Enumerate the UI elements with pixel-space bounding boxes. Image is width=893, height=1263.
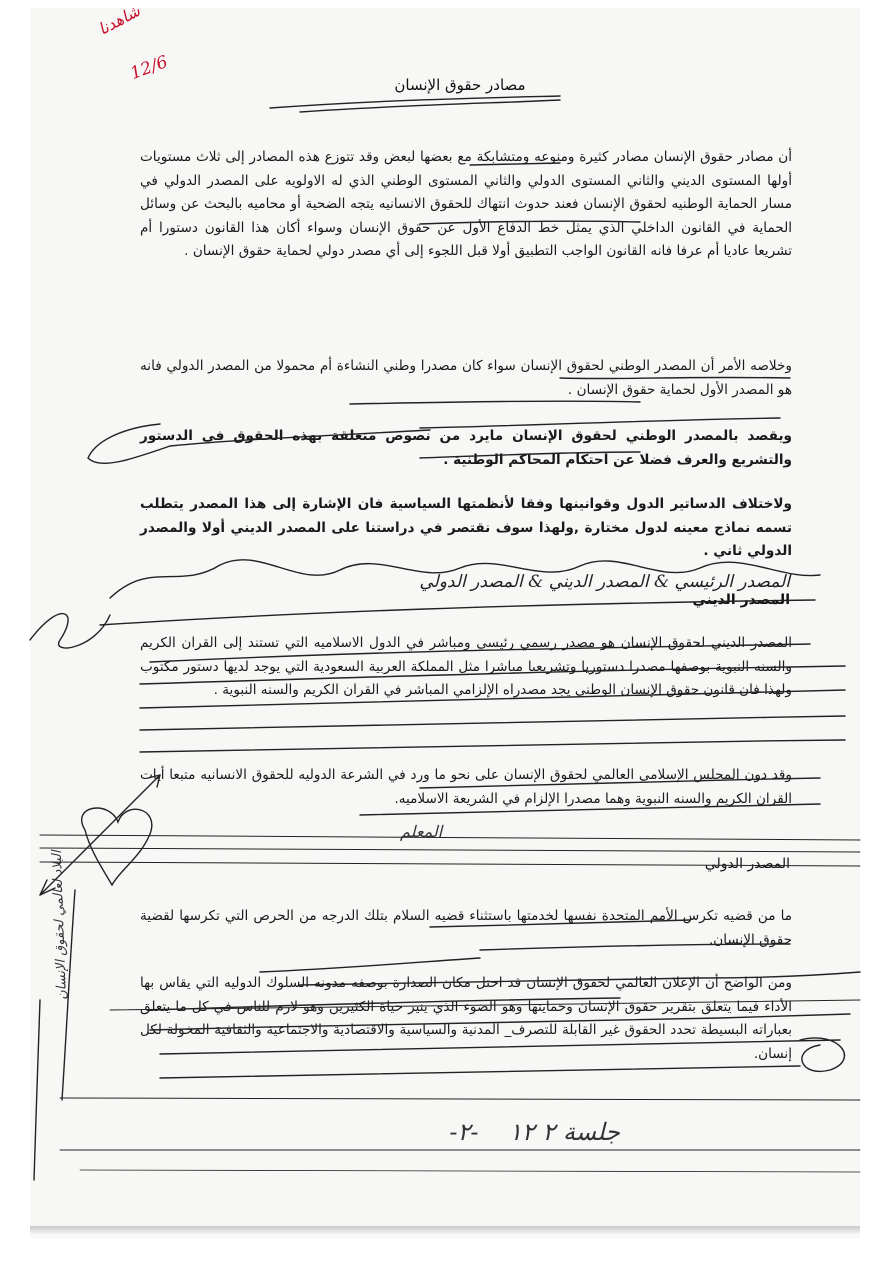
handwritten-scrawl: المصدر الرئيسي & المصدر الديني & المصدر الدولي [419, 572, 790, 592]
paragraph-intro: أن مصادر حقوق الإنسان مصادر كثيرة ومنوعه ومتشابكة مع بعضها لبعض وقد تتوزع هذه المصادر إلى ثلاث مستويات أولها المستوى الديني والثاني المستوى الدولي والثاني المستوى الوطني الذي له الاولويه على المصدر الدولي في مسار الحماية الوطنيه لحقوق الإنسان فعند حدوث انتهاك للحقوق الانسانيه يتجه الضحية أو محاميه بالبحث عن وسائل الحماية في القانون الداخلي الذي يمثل خط الدفاع الأول عن حقوق الإنسان وسواء أكان هذا القانون دستورا أم تشريعا عاديا أم عرفا فانه القانون الواجب التطبيق أولا قبل اللجوء إلى أي مصدر دولي لحماية حقوق الإنسان . [140, 149, 792, 259]
paragraph-united-nations: ما من قضيه تكرس الأمم المتحدة نفسها لخدمتها باستثناء قضيه السلام بتلك الدرجه من الحرص التي تكرسها لقضية حقوق الإنسان. [140, 908, 792, 948]
handwritten-margin-note: البلاد لعالمي لحقوق الإنسان [49, 850, 70, 1000]
handwritten-date: 12/6 [127, 52, 171, 84]
document-title: مصادر حقوق الإنسان [394, 76, 526, 94]
paragraph-universal-declaration: ومن الواضح أن الإعلان العالمي لحقوق الإنسان قد احتل مكان الصدارة بوصفه مدونه السلوك الدوليه التي يقاس بها الأداء فيما يتعلق بتقرير حقوق الإنسان وحمايتها وهو الضوء الذي ينير حياة الكثيرين وهو لازم للناس في كل ما يتعلق بعباراته البسيطة تحدد الحقوق غير القابلة للتصرف_ المدنية والسياسية والاقتصادية والاجتماعية والثقافية المخولة لكل إنسان. [140, 975, 792, 1062]
page-footer [440, 1118, 620, 1146]
handwritten-top-note: شاهدنا [95, 1, 144, 39]
page-number: -٢- [449, 1118, 479, 1146]
paragraph-islamic-council: وقد دون المجلس الإسلامي العالمي لحقوق الإنسان على نحو ما ورد في الشرعة الدوليه للحقوق الانسانيه متبعا أيات القران الكريم والسنه النبوية وهما مصدرا الإلزام في الشريعة الاسلاميه. [140, 767, 792, 807]
heading-religious-source: المصدر الديني [692, 592, 790, 608]
paragraph-national-source: ويقصد بالمصدر الوطني لحقوق الإنسان مايرد من نصوص متعلقة بهذه الحقوق في الدستور والتشريع والعرف فضلا عن احتكام المحاكم الوطنية . [140, 428, 792, 468]
paragraph-religious-source: المصدر الديني لحقوق الإنسان هو مصدر رسمي رئيسي ومباشر في الدول الاسلاميه التي تستند إلى القران الكريم والسنه النبوية بوصفها مصدرا دستوريا وتشريعيا مباشرا مثل المملكة العربية السعودية التي يوجد لديها دستور مكتوب ولهذا فان قانون حقوق الإنسان الوطني يجد مصدراه الإلزامي المباشر في القران الكريم والسنه النبوية . [140, 635, 792, 698]
session-label: جلسة ٢ ١٢ [509, 1118, 620, 1146]
page-edge-shadow [30, 1226, 860, 1236]
paragraph-summary: وخلاصه الأمر أن المصدر الوطني لحقوق الإنسان سواء كان مصدرا وطني النشاءة أم محمولا من المصدر الدولي فانه هو المصدر الأول لحماية حقوق الإنسان . [140, 358, 792, 398]
paragraph-constitutions: ولاختلاف الدساتير الدول وقوانينها وفقا لأنظمتها السياسية فان الإشارة إلى هذا المصدر يتطلب تسمه نماذج معينه لدول مختارة ,ولهذا سوف نقتصر في دراستنا على المصدر الديني أولا والمصدر الدولي ثاني . [140, 496, 792, 559]
handwritten-signature: المعلم [400, 822, 443, 841]
heading-international-source: المصدر الدولي [704, 856, 790, 872]
